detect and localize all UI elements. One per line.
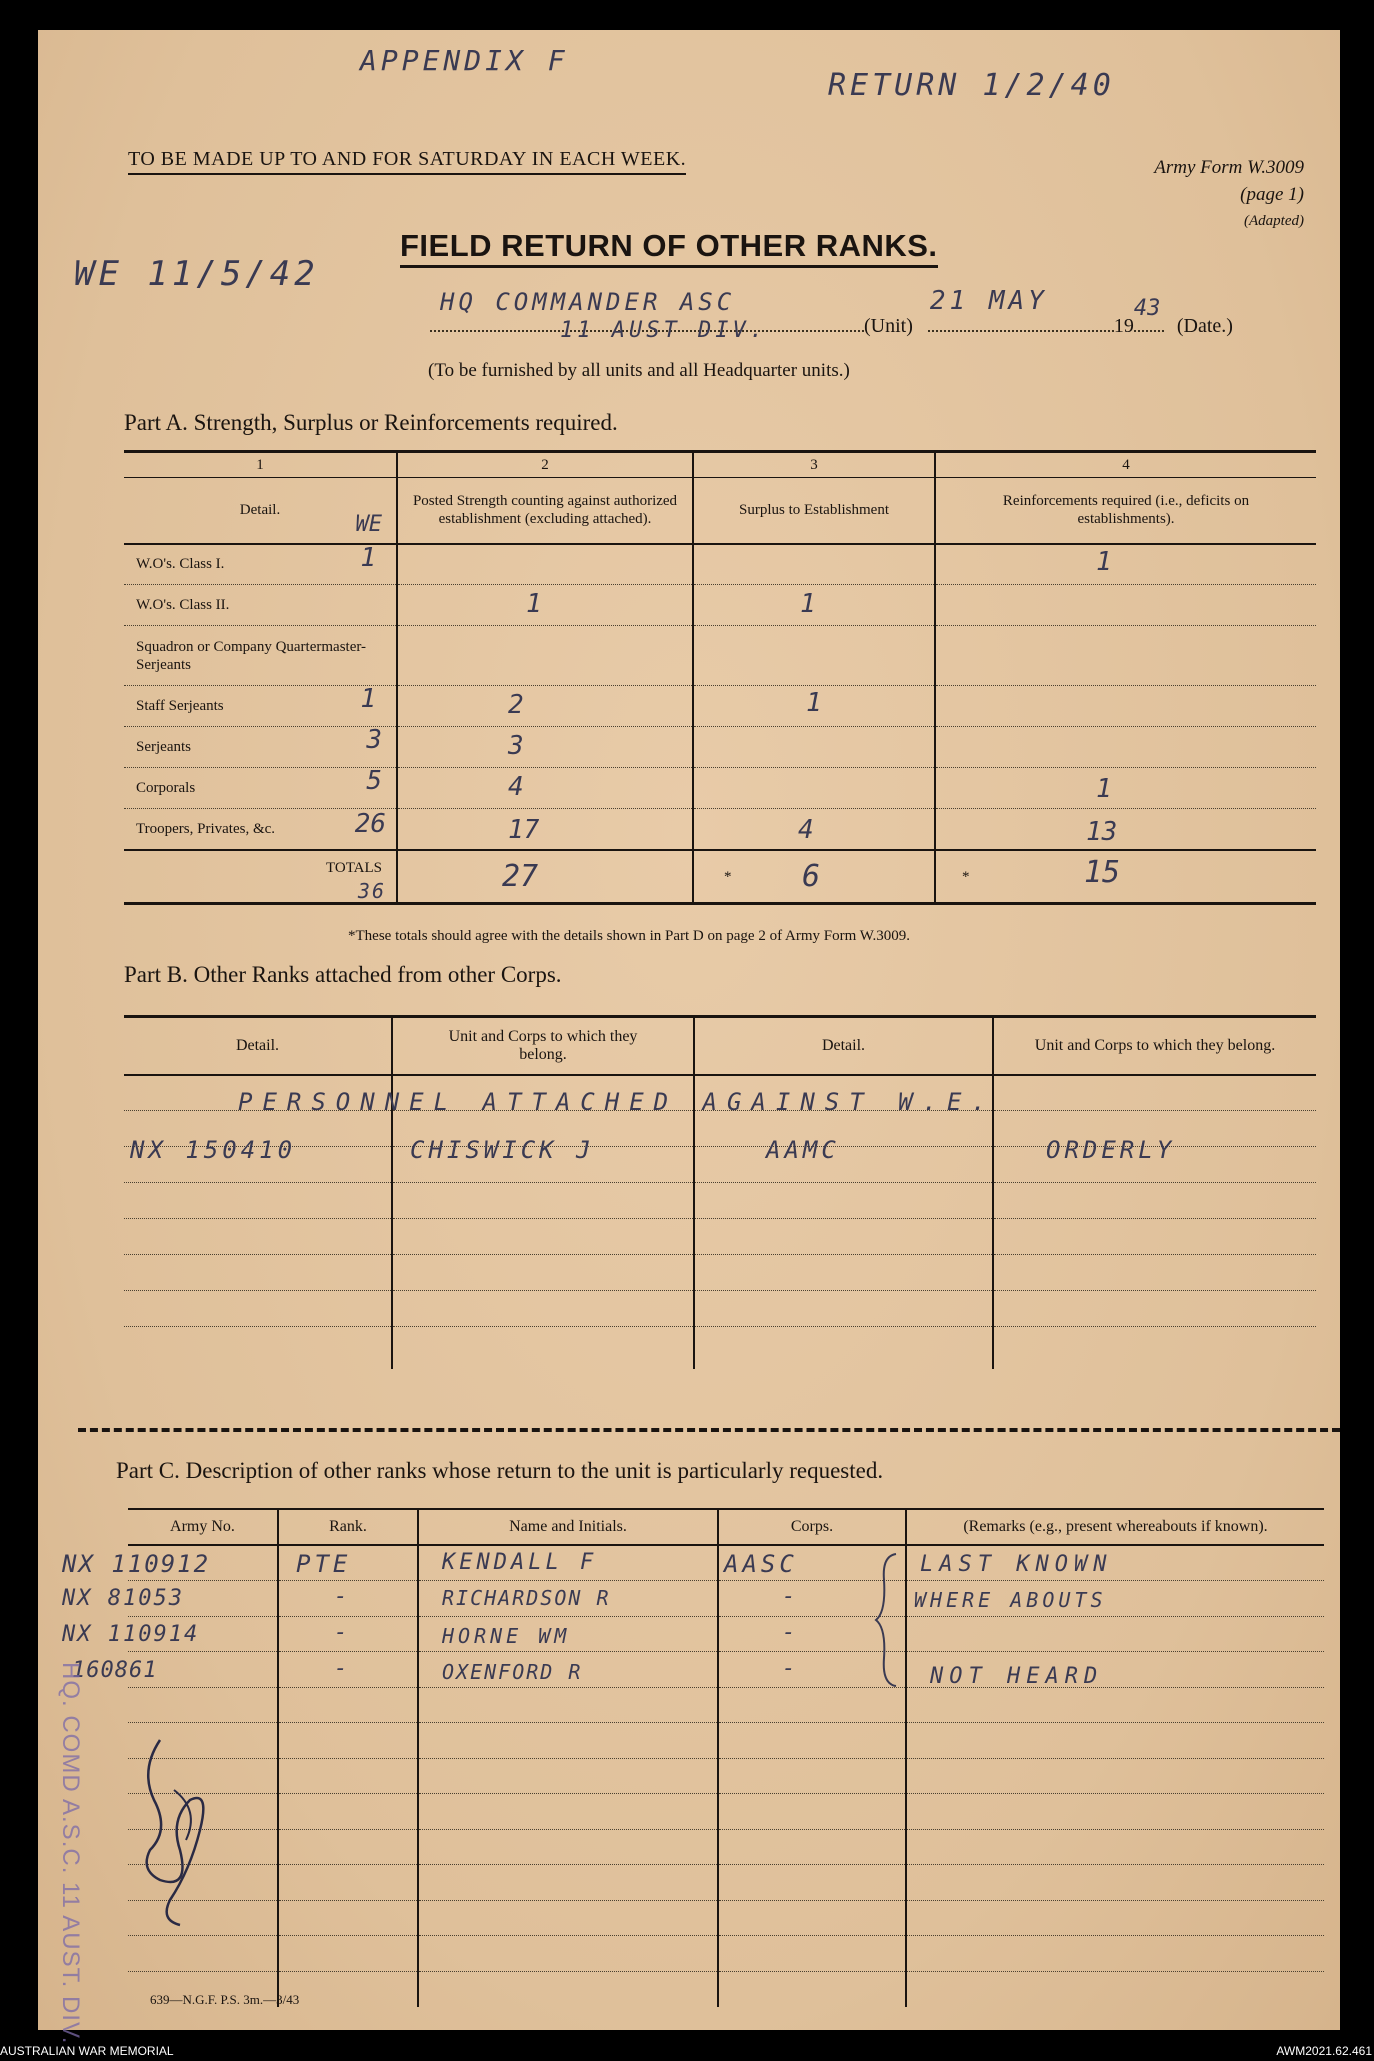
unit-label: (Unit) (864, 315, 913, 337)
table-cell (124, 1219, 392, 1255)
table-cell (718, 1936, 906, 1972)
col-header-corps: Corps. (718, 1509, 906, 1545)
part-c-name: HORNE WM (442, 1624, 571, 1648)
table-row (128, 1865, 1324, 1901)
posted-cell (397, 727, 693, 768)
surplus-cell (693, 809, 935, 850)
col-header-reinforcements: Reinforcements required (i.e., deficits on establishments). (935, 478, 1316, 544)
totals-label: TOTALS (325, 859, 382, 876)
part-c-army-no: NX 110914 (62, 1622, 200, 1647)
row-label-text: Corporals (136, 780, 196, 796)
table-cell (906, 1616, 1324, 1652)
posted-total: 27 (502, 858, 539, 894)
table-cell (278, 1829, 418, 1865)
reinf-cell (935, 585, 1316, 626)
reinf-total-cell (935, 850, 1316, 904)
posted-cell (397, 544, 693, 585)
row-label-text: Staff Serjeants (136, 698, 224, 714)
posted-cell (397, 768, 693, 809)
table-cell (278, 1794, 418, 1830)
table-row (128, 1723, 1324, 1759)
year-handwriting: 43 (1133, 296, 1161, 321)
table-row (128, 1936, 1324, 1972)
unit-stamp: HQ. COMD A.S.C. 11 AUST. DIV. (57, 1662, 84, 2045)
unit-line (430, 286, 1233, 343)
table-cell (694, 1219, 993, 1255)
column-header-row (124, 1017, 1316, 1075)
table-row (128, 1652, 1324, 1688)
posted-value: 4 (508, 772, 524, 802)
reinf-value: 1 (1096, 774, 1112, 804)
surplus-cell (693, 585, 935, 626)
table-row (124, 585, 1316, 626)
totals-row (124, 850, 1316, 904)
part-b-army-no: NX 150410 (130, 1136, 297, 1164)
table-cell (418, 1723, 718, 1759)
part-c-army-no: NX 110912 (62, 1550, 211, 1578)
reinf-cell (935, 768, 1316, 809)
posted-value: 2 (508, 690, 524, 720)
table-cell (278, 1900, 418, 1936)
form-adapted: (Adapted) (1244, 213, 1304, 229)
col-header-army-no: Army No. (128, 1509, 278, 1545)
part-c-rank: - (334, 1656, 352, 1681)
table-cell (124, 1327, 392, 1369)
col-header-remarks: (Remarks (e.g., present whereabouts if known). (906, 1509, 1324, 1545)
row-label (124, 809, 397, 850)
we-value: 1 (360, 684, 376, 714)
table-cell (906, 1829, 1324, 1865)
row-label (124, 768, 397, 809)
reinf-cell (935, 809, 1316, 850)
table-cell (418, 1900, 718, 1936)
surplus-value: 1 (806, 688, 822, 718)
archive-credit: AUSTRALIAN WAR MEMORIAL (0, 2044, 174, 2058)
part-c-rank: - (334, 1620, 352, 1645)
col-header-posted: Posted Strength counting against authorized establishment (excluding attached). (397, 478, 693, 544)
col-header-detail-text: Detail. (239, 502, 281, 519)
posted-value: 3 (508, 731, 524, 761)
reinf-cell (935, 544, 1316, 585)
col-header-unit-corps: Unit and Corps to which they belong. (392, 1017, 694, 1075)
part-a-heading: Part A. Strength, Surplus or Reinforcements required. (124, 410, 618, 435)
reinf-value: 13 (1086, 817, 1118, 847)
table-row (124, 1219, 1316, 1255)
part-b-table (124, 1015, 1316, 1369)
table-cell (128, 1936, 278, 1972)
column-number-row (124, 452, 1316, 478)
asterisk-mark: * (724, 868, 732, 885)
posted-cell (397, 626, 693, 686)
reinf-total: 15 (1084, 854, 1121, 890)
table-cell (718, 1971, 906, 2007)
table-cell (392, 1255, 694, 1291)
part-c-rank: PTE (296, 1550, 352, 1578)
table-cell (278, 1865, 418, 1901)
table-row (128, 1581, 1324, 1617)
table-row (124, 1291, 1316, 1327)
table-cell (993, 1075, 1316, 1111)
row-label-text: W.O's. Class I. (136, 556, 225, 573)
row-label: W.O's. Class II. (124, 585, 397, 626)
table-row (128, 1758, 1324, 1794)
table-cell (694, 1183, 993, 1219)
col-number: 3 (693, 452, 935, 478)
part-a-table (124, 450, 1316, 905)
form-page: (page 1) (1240, 184, 1304, 205)
surplus-cell (693, 544, 935, 585)
table-row (124, 727, 1316, 768)
table-cell (993, 1219, 1316, 1255)
surplus-cell (693, 686, 935, 727)
col-number: 4 (935, 452, 1316, 478)
table-cell (278, 1936, 418, 1972)
table-cell (124, 1255, 392, 1291)
part-c-table (128, 1508, 1324, 2007)
table-cell (718, 1865, 906, 1901)
form-id-block (1154, 154, 1304, 235)
reinf-cell (935, 626, 1316, 686)
col-header-rank: Rank. (278, 1509, 418, 1545)
table-row (124, 686, 1316, 727)
part-c-remarks: NOT HEARD (930, 1664, 1104, 1689)
posted-total-cell (397, 850, 693, 904)
table-cell (993, 1291, 1316, 1327)
col-header-unit-corps: Unit and Corps to which they belong. (993, 1017, 1316, 1075)
table-cell (418, 1971, 718, 2007)
part-c-name: KENDALL F (442, 1550, 598, 1575)
col-number: 2 (397, 452, 693, 478)
form-sheet (38, 30, 1340, 2045)
date-label: (Date.) (1176, 315, 1233, 337)
part-c-remarks: WHERE ABOUTS (914, 1588, 1107, 1612)
asterisk-mark: * (962, 868, 970, 885)
table-cell (278, 1758, 418, 1794)
we-annotation: WE 11/5/42 (74, 254, 319, 294)
table-cell (392, 1327, 694, 1369)
col-number: 1 (124, 452, 397, 478)
posted-value: 1 (526, 589, 542, 619)
table-row (128, 1900, 1324, 1936)
part-b-name: CHISWICK J (410, 1136, 595, 1164)
posted-cell (397, 809, 693, 850)
we-total: 36 (357, 878, 386, 903)
instruction-line: TO BE MADE UP TO AND FOR SATURDAY IN EACH WEEK. (128, 148, 686, 175)
we-value: 5 (366, 766, 382, 796)
we-value: 3 (366, 725, 382, 755)
col-header-name: Name and Initials. (418, 1509, 718, 1545)
table-cell (718, 1900, 906, 1936)
unit-handwriting: HQ COMMANDER ASC (440, 288, 736, 316)
table-row (128, 1794, 1324, 1830)
table-cell (278, 1687, 418, 1723)
row-label (124, 686, 397, 727)
reinf-cell (935, 727, 1316, 768)
table-row (124, 809, 1316, 850)
col-header-surplus: Surplus to Establishment (693, 478, 935, 544)
table-cell (694, 1327, 993, 1369)
part-b-role: ORDERLY (1046, 1136, 1176, 1164)
posted-value: 17 (508, 815, 540, 845)
part-b-heading: Part B. Other Ranks attached from other Corps. (124, 962, 562, 987)
table-row (124, 544, 1316, 585)
appendix-annotation: APPENDIX F (360, 44, 569, 77)
table-cell (718, 1687, 906, 1723)
part-c-corps: AASC (724, 1550, 798, 1578)
table-cell (718, 1723, 906, 1759)
table-cell (718, 1794, 906, 1830)
part-c-corps: - (782, 1584, 800, 1609)
column-header-row (128, 1509, 1324, 1545)
year-prefix: 19 (1113, 315, 1134, 337)
furnish-note: (To be furnished by all units and all Headquarter units.) (428, 360, 850, 381)
table-cell (694, 1147, 993, 1183)
table-cell (906, 1865, 1324, 1901)
table-cell (906, 1936, 1324, 1972)
totals-label-cell (124, 850, 397, 904)
row-label (124, 544, 397, 585)
table-cell (906, 1758, 1324, 1794)
table-cell (392, 1183, 694, 1219)
page-title: FIELD RETURN OF OTHER RANKS. (400, 228, 938, 268)
table-cell (993, 1255, 1316, 1291)
table-cell (906, 1723, 1324, 1759)
table-cell (278, 1723, 418, 1759)
table-cell (906, 1687, 1324, 1723)
table-cell (418, 1794, 718, 1830)
reinf-value: 1 (1096, 546, 1112, 577)
we-value: 26 (354, 809, 386, 839)
table-cell (906, 1971, 1324, 2007)
table-cell (694, 1255, 993, 1291)
surplus-total: 6 (802, 858, 821, 894)
table-cell (718, 1758, 906, 1794)
part-c-corps: - (782, 1620, 800, 1645)
table-cell (718, 1829, 906, 1865)
part-c-remarks: LAST KNOWN (920, 1552, 1113, 1577)
part-c-army-no: NX 81053 (62, 1586, 184, 1611)
table-cell (418, 1936, 718, 1972)
table-row (124, 1255, 1316, 1291)
column-header-row (124, 478, 1316, 544)
table-cell (124, 1291, 392, 1327)
part-b-attached-note: PERSONNEL ATTACHED AGAINST W.E. (238, 1088, 996, 1116)
table-cell (993, 1183, 1316, 1219)
part-c-army-no: 160861 (72, 1658, 158, 1683)
archive-id: AWM2021.62.461 (1276, 2044, 1372, 2058)
table-cell (694, 1291, 993, 1327)
table-row (128, 1829, 1324, 1865)
table-cell (418, 1687, 718, 1723)
part-c-name: OXENFORD R (442, 1660, 583, 1684)
part-c-heading: Part C. Description of other ranks whose return to the unit is particularly requested. (116, 1458, 884, 1483)
part-a-footnote: *These totals should agree with the details shown in Part D on page 2 of Army Form W.3009. (348, 928, 911, 944)
form-number: Army Form W.3009 (1154, 157, 1304, 178)
table-cell (418, 1829, 718, 1865)
col-header-detail (124, 478, 397, 544)
perforation-line (78, 1428, 1340, 1432)
printer-imprint: 639—N.G.F. P.S. 3m.—3/43 (150, 1992, 300, 2007)
return-date-annotation: RETURN 1/2/40 (828, 68, 1115, 103)
date-handwriting: 21 MAY (929, 286, 1048, 316)
signature (130, 1730, 220, 1930)
table-cell (128, 1687, 278, 1723)
table-cell (993, 1327, 1316, 1369)
table-row (124, 1183, 1316, 1219)
row-label: Squadron or Company Quartermaster-Serjeants (124, 626, 397, 686)
part-c-rank: - (334, 1584, 352, 1609)
surplus-total-cell (693, 850, 935, 904)
reinf-cell (935, 686, 1316, 727)
posted-cell (397, 686, 693, 727)
surplus-cell (693, 727, 935, 768)
row-label (124, 727, 397, 768)
table-row (128, 1971, 1324, 2007)
surplus-value: 4 (798, 815, 814, 845)
surplus-cell (693, 626, 935, 686)
table-row (128, 1687, 1324, 1723)
table-row (124, 768, 1316, 809)
table-row (124, 1327, 1316, 1369)
part-c-name: RICHARDSON R (442, 1586, 611, 1610)
col-header-detail: Detail. (124, 1017, 392, 1075)
col-header-detail: Detail. (694, 1017, 993, 1075)
table-cell (906, 1900, 1324, 1936)
we-column-note: WE (355, 512, 382, 537)
table-cell (392, 1291, 694, 1327)
part-b-corps: AAMC (766, 1136, 840, 1164)
posted-cell (397, 585, 693, 626)
table-row (124, 626, 1316, 686)
row-label-text: Serjeants (136, 739, 191, 755)
table-cell (418, 1758, 718, 1794)
table-cell (418, 1865, 718, 1901)
table-cell (124, 1183, 392, 1219)
unit-handwriting-line2: 11 AUST DIV. (560, 318, 767, 343)
surplus-value: 1 (800, 589, 816, 619)
surplus-cell (693, 768, 935, 809)
part-c-corps: - (782, 1656, 800, 1681)
table-row (128, 1616, 1324, 1652)
table-cell (392, 1219, 694, 1255)
we-value: 1 (360, 542, 376, 573)
table-cell (906, 1794, 1324, 1830)
row-label-text: Troopers, Privates, &c. (136, 820, 276, 837)
remarks-brace (874, 1550, 904, 1690)
